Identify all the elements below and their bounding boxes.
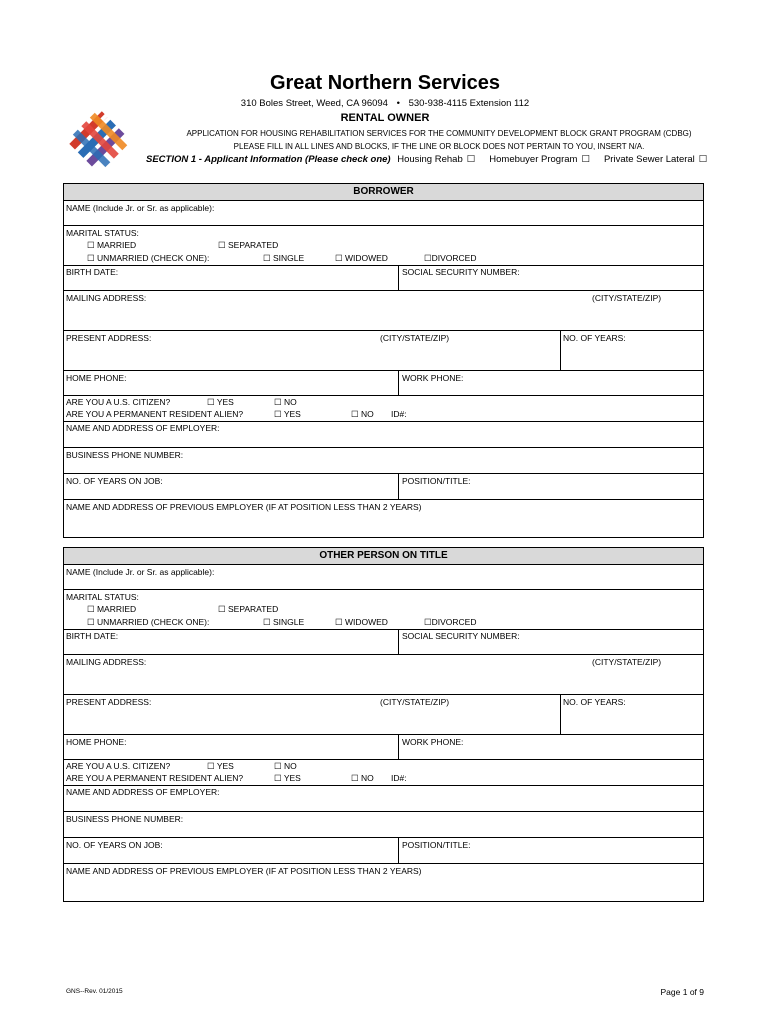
mailing-city-state-zip-label: (CITY/STATE/ZIP) [592, 657, 662, 667]
employer-label: NAME AND ADDRESS OF EMPLOYER: [66, 787, 220, 797]
citizenship-row[interactable] [64, 759, 703, 785]
present-city-state-zip-label: (CITY/STATE/ZIP) [380, 333, 450, 343]
business-phone-label: BUSINESS PHONE NUMBER: [66, 450, 184, 460]
resident-yes-checkbox[interactable]: ☐ YES [274, 773, 301, 783]
marital-status-field [64, 589, 703, 629]
citizen-no-checkbox[interactable]: ☐ NO [274, 761, 297, 771]
org-phone: 530-938-4115 Extension 112 [408, 98, 530, 109]
birth-ssn-row[interactable] [64, 629, 703, 654]
birth-date-label: BIRTH DATE: [66, 267, 119, 277]
name-field-label: NAME (Include Jr. or Sr. as applicable): [66, 203, 215, 213]
name-field[interactable] [64, 564, 703, 589]
marital-status-field [64, 225, 703, 265]
mailing-address-label: MAILING ADDRESS: [66, 657, 147, 667]
resident-alien-question: ARE YOU A PERMANENT RESIDENT ALIEN? [66, 773, 244, 783]
previous-employer-field[interactable] [64, 499, 703, 537]
name-field[interactable] [64, 200, 703, 225]
section-1-line [146, 154, 721, 165]
org-name: Great Northern Services [269, 72, 501, 94]
id-number-label: ID#: [391, 409, 407, 419]
home-phone-label: HOME PHONE: [66, 737, 127, 747]
form-title: RENTAL OWNER [340, 112, 430, 124]
resident-alien-question: ARE YOU A PERMANENT RESIDENT ALIEN? [66, 409, 244, 419]
checkbox-widowed[interactable]: ☐ WIDOWED [335, 617, 388, 627]
work-phone-label: WORK PHONE: [402, 737, 464, 747]
citizen-yes-checkbox[interactable]: ☐ YES [207, 761, 234, 771]
marital-status-label: MARITAL STATUS: [66, 592, 139, 602]
checkbox-housing-rehab[interactable]: ☐ [466, 154, 476, 165]
section-1-label: SECTION 1 - Applicant Information (Please check one) [146, 154, 391, 165]
phone-row[interactable] [64, 370, 703, 395]
address-bullet: • [396, 98, 400, 109]
citizen-question: ARE YOU A U.S. CITIZEN? [66, 397, 171, 407]
org-logo [66, 108, 132, 174]
checkbox-separated[interactable]: ☐ SEPARATED [218, 240, 279, 250]
marital-status-label: MARITAL STATUS: [66, 228, 139, 238]
years-on-job-label: NO. OF YEARS ON JOB: [66, 840, 163, 850]
checkbox-unmarried[interactable]: ☐ UNMARRIED (CHECK ONE): [87, 617, 210, 627]
present-city-state-zip-label: (CITY/STATE/ZIP) [380, 697, 450, 707]
employer-field[interactable] [64, 785, 703, 811]
business-phone-label: BUSINESS PHONE NUMBER: [66, 814, 184, 824]
option-sewer-lateral: Private Sewer Lateral [603, 154, 695, 165]
id-number-label: ID#: [391, 773, 407, 783]
option-homebuyer: Homebuyer Program [489, 154, 578, 165]
checkbox-divorced[interactable]: ☐DIVORCED [424, 617, 477, 627]
checkbox-single[interactable]: ☐ SINGLE [263, 617, 305, 627]
mailing-address-field[interactable] [64, 654, 703, 694]
phone-row[interactable] [64, 734, 703, 759]
checkbox-single[interactable]: ☐ SINGLE [263, 253, 305, 263]
ssn-label: SOCIAL SECURITY NUMBER: [402, 267, 520, 277]
revision-note: GNS--Rev. 01/2015 [66, 988, 123, 995]
years-at-address-label: NO. OF YEARS: [563, 697, 626, 707]
present-address-label: PRESENT ADDRESS: [66, 697, 152, 707]
business-phone-field[interactable] [64, 447, 703, 473]
employer-field[interactable] [64, 421, 703, 447]
citizen-no-checkbox[interactable]: ☐ NO [274, 397, 297, 407]
position-title-label: POSITION/TITLE: [402, 840, 471, 850]
employer-label: NAME AND ADDRESS OF EMPLOYER: [66, 423, 220, 433]
option-housing-rehab: Housing Rehab [397, 154, 463, 165]
citizen-yes-checkbox[interactable]: ☐ YES [207, 397, 234, 407]
page-number: Page 1 of 9 [660, 987, 704, 997]
other-person-section [63, 547, 704, 902]
previous-employer-label: NAME AND ADDRESS OF PREVIOUS EMPLOYER (IF AT POSITION LESS THAN 2 YEARS) [66, 866, 422, 876]
mailing-address-field[interactable] [64, 290, 703, 330]
ssn-label: SOCIAL SECURITY NUMBER: [402, 631, 520, 641]
years-on-job-label: NO. OF YEARS ON JOB: [66, 476, 163, 486]
section-header: BORROWER [64, 184, 703, 200]
checkbox-divorced[interactable]: ☐DIVORCED [424, 253, 477, 263]
citizen-question: ARE YOU A U.S. CITIZEN? [66, 761, 171, 771]
years-at-address-label: NO. OF YEARS: [563, 333, 626, 343]
resident-no-checkbox[interactable]: ☐ NO [351, 409, 374, 419]
position-title-label: POSITION/TITLE: [402, 476, 471, 486]
resident-no-checkbox[interactable]: ☐ NO [351, 773, 374, 783]
org-street: 310 Boles Street, Weed, CA 96094 [240, 98, 388, 109]
present-address-label: PRESENT ADDRESS: [66, 333, 152, 343]
mailing-city-state-zip-label: (CITY/STATE/ZIP) [592, 293, 662, 303]
intro-line-1: APPLICATION FOR HOUSING REHABILITATION SERVICES FOR THE COMMUNITY DEVELOPMENT BLOCK GRANT PROGRAM (CDBG) [186, 129, 692, 138]
work-phone-label: WORK PHONE: [402, 373, 464, 383]
home-phone-label: HOME PHONE: [66, 373, 127, 383]
previous-employer-field[interactable] [64, 863, 703, 901]
checkbox-married[interactable]: ☐ MARRIED [87, 240, 137, 250]
present-address-field[interactable] [64, 694, 703, 734]
checkbox-unmarried[interactable]: ☐ UNMARRIED (CHECK ONE): [87, 253, 210, 263]
checkbox-homebuyer[interactable]: ☐ [581, 154, 590, 165]
checkbox-widowed[interactable]: ☐ WIDOWED [335, 253, 388, 263]
previous-employer-label: NAME AND ADDRESS OF PREVIOUS EMPLOYER (IF AT POSITION LESS THAN 2 YEARS) [66, 502, 422, 512]
job-row[interactable] [64, 473, 703, 499]
checkbox-separated[interactable]: ☐ SEPARATED [218, 604, 279, 614]
checkbox-married[interactable]: ☐ MARRIED [87, 604, 137, 614]
resident-yes-checkbox[interactable]: ☐ YES [274, 409, 301, 419]
present-address-field[interactable] [64, 330, 703, 370]
section-header: OTHER PERSON ON TITLE [64, 548, 703, 564]
job-row[interactable] [64, 837, 703, 863]
intro-line-2: PLEASE FILL IN ALL LINES AND BLOCKS, IF THE LINE OR BLOCK DOES NOT PERTAIN TO YOU, INSERT N/A. [233, 142, 645, 151]
birth-ssn-row[interactable] [64, 265, 703, 290]
business-phone-field[interactable] [64, 811, 703, 837]
citizenship-row[interactable] [64, 395, 703, 421]
name-field-label: NAME (Include Jr. or Sr. as applicable): [66, 567, 215, 577]
checkbox-sewer-lateral[interactable]: ☐ [698, 154, 708, 165]
birth-date-label: BIRTH DATE: [66, 631, 119, 641]
mailing-address-label: MAILING ADDRESS: [66, 293, 147, 303]
borrower-section [63, 183, 704, 538]
